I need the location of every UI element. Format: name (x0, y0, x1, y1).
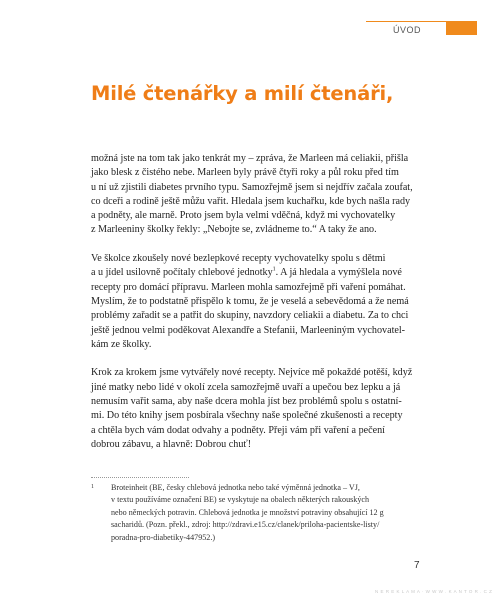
paragraph-1 (91, 152, 429, 238)
publisher-watermark: N E R E K L A M A · W W W . K A N T O R . C Z (375, 589, 492, 594)
footnote-line: nebo německých potravin. Chlebová jednotka je množství potraviny obsahující 12 g (111, 507, 384, 517)
page-number: 7 (414, 560, 420, 571)
text-segment: . A já hledala a vymýšlela nové (275, 267, 402, 279)
section-tab-marker (446, 21, 477, 35)
text-line: mi. Do této knihy jsem posbírala všechny naše společné zkušenosti a recepty (91, 410, 403, 422)
text-line: u ní už zjistili diabetes prvního typu. Samozřejmě jsem si nejdřív začala zoufat, (91, 181, 413, 193)
text-line: a chtěla bych vám dodat odvahy a podněty. Přeji vám při vaření a pečení (91, 424, 385, 436)
footnote-line: poradna-pro-diabetiky-447952.) (111, 532, 216, 542)
text-line: Myslím, že to podstatně přispělo k tomu, že je veselá a sebevědomá a že nemá (91, 295, 409, 307)
text-segment: a u jídel usilovně počítaly chlebové jednotky (91, 267, 273, 279)
text-line: kám ze školky. (91, 338, 152, 350)
text-line: dobrou zábavu, a hlavně: Dobrou chuť! (91, 438, 252, 450)
text-line: nemusím vařit sama, aby naše dcera mohla jíst bez problémů spolu s ostatní- (91, 396, 402, 408)
text-line: možná jste na tom tak jako tenkrát my – zpráva, že Marleen má celiakii, přišla (91, 153, 409, 164)
text-line: jiné matky nebo lidé v okolí zcela samozřejmě uvaří a upečou bez lepku a já (91, 381, 401, 393)
body-text (91, 152, 429, 467)
text-line: a podněty, ale marně. Proto jsem byla velmi vděčná, když mi vychovatelky (91, 210, 396, 222)
footnote-line: Broteinheit (BE, česky chlebová jednotka nebo také výměnná jednotka – VJ, (111, 483, 360, 492)
page-heading: Milé čtenářky a milí čtenáři, (91, 82, 394, 105)
paragraph-3 (91, 366, 429, 452)
text-line: jako blesk z čistého nebe. Marleen byly právě čtyři roky a půl roku před tím (91, 167, 399, 179)
text-line: ještě jednou velmi poděkovat Alexandře a Stefanii, Marleeniným vychovatel- (91, 324, 406, 336)
text-line: recepty pro domácí přípravu. Marleen mohla samozřejmě při vaření pomáhat. (91, 281, 406, 293)
footnote-line: v textu používáme označení BE) se vyskytuje na obalech některých rakouských (111, 495, 370, 505)
text-line: Ve školce zkoušely nové bezlepkové recepty vychovatelky spolu s dětmi (91, 253, 386, 265)
paragraph-2 (91, 252, 429, 352)
footnote-marker: 1 (91, 484, 94, 490)
text-line: co dceři a rodině ještě můžu vařit. Hledala jsem kuchařku, kde bych našla rady (91, 195, 411, 207)
section-label: ÚVOD (393, 25, 422, 35)
text-line: Krok za krokem jsme vytvářely nové recepty. Nejvíce mě pokaždé potěší, když (91, 367, 413, 379)
footnote-line: sacharidů. (Pozn. překl., zdroj: http://zdravi.e15.cz/clanek/priloha-pacientske-listy/ (111, 520, 380, 530)
footnote-reference: 1 (272, 267, 276, 273)
text-line: problémy zařadit se a patřit do skupiny, navzdory celiakii a diabetu. Za to chci (91, 310, 409, 322)
text-line-with-footnote-ref (91, 266, 429, 280)
text-line: z Marleeniny školky řekly: „Nebojte se, zvládneme to.“ A taky že ano. (91, 224, 377, 236)
footnote-body (111, 482, 431, 544)
footnote-separator (91, 477, 189, 478)
